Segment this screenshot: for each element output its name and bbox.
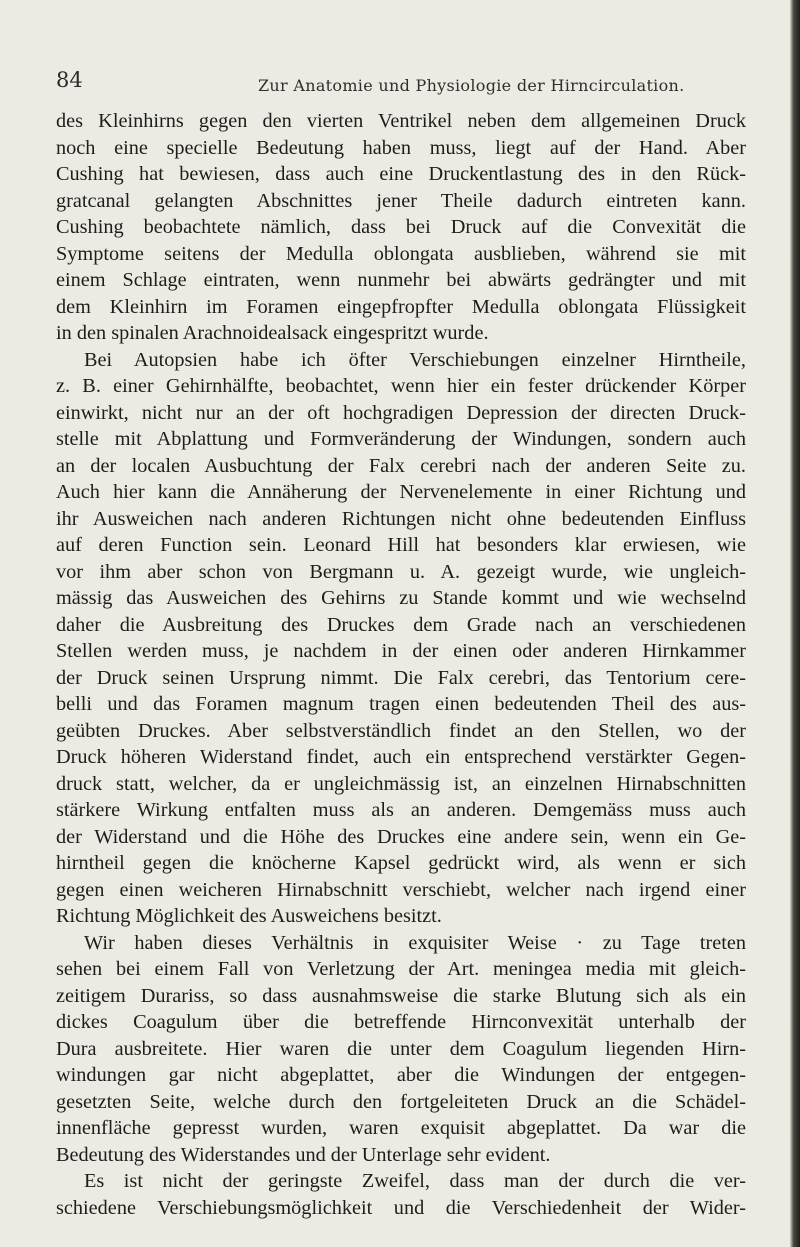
text-line: mässig das Ausweichen des Gehirns zu Stande kommt und wie wechselnd	[56, 587, 746, 609]
text-line: Es ist nicht der geringste Zweifel, dass man der durch die ver-	[84, 1170, 746, 1192]
text-line: Druck höheren Widerstand findet, auch ein entsprechend verstärkter Gegen-	[56, 746, 746, 768]
text-line: noch eine specielle Bedeutung haben muss, liegt auf der Hand. Aber	[56, 136, 746, 159]
paragraph-2	[56, 347, 746, 930]
text-line: des Kleinhirns gegen den vierten Ventrikel neben dem allgemeinen Druck	[56, 110, 746, 132]
text-line: der Widerstand und die Höhe des Druckes eine andere sein, wenn ein Ge-	[56, 825, 746, 848]
text-line: Auch hier kann die Annäherung der Nervenelemente in einer Richtung und	[56, 481, 746, 503]
body-text	[56, 108, 746, 1221]
text-line: ihr Ausweichen nach anderen Richtungen nicht ohne bedeutenden Einfluss	[56, 507, 746, 530]
text-line: Stellen werden muss, je nachdem in der einen oder anderen Hirnkammer	[56, 640, 746, 662]
page-number: 84	[56, 68, 83, 92]
text-line: Wir haben dieses Verhältnis in exquisiter Weise · zu Tage treten	[84, 931, 746, 954]
text-line: einwirkt, nicht nur an der oft hochgradigen Depression der directen Druck-	[56, 401, 746, 424]
text-line: Bei Autopsien habe ich öfter Verschiebungen einzelner Hirntheile,	[84, 348, 746, 371]
text-line: z. B. einer Gehirnhälfte, beobachtet, wenn hier ein fester drückender Körper	[56, 375, 746, 397]
text-line: einem Schlage eintraten, wenn nunmehr bei abwärts gedrängter und mit	[56, 269, 746, 291]
text-line: in den spinalen Arachnoidealsack eingespritzt wurde.	[56, 322, 489, 344]
text-line: Richtung Möglichkeit des Ausweichens besitzt.	[56, 905, 442, 927]
text-line: Dura ausbreitete. Hier waren die unter dem Coagulum liegenden Hirn-	[56, 1037, 746, 1060]
text-line: dickes Coagulum über die betreffende Hirnconvexität unterhalb der	[56, 1011, 746, 1033]
text-line: innenfläche gepresst wurden, waren exquisit abgeplattet. Da war die	[56, 1117, 746, 1139]
running-title: Zur Anatomie und Physiologie der Hirncirculation.	[258, 76, 685, 95]
text-line: gratcanal gelangten Abschnittes jener Theile dadurch eintreten kann.	[56, 189, 746, 212]
text-line: druck statt, welcher, da er ungleichmässig ist, an einzelnen Hirnabschnitten	[56, 772, 746, 795]
text-line: Bedeutung des Widerstandes und der Unterlage sehr evident.	[56, 1143, 551, 1166]
text-line: belli und das Foramen magnum tragen einen bedeutenden Theil des aus-	[56, 693, 746, 715]
page-edge-shadow	[790, 0, 800, 1247]
text-line: geübten Druckes. Aber selbstverständlich findet an den Stellen, wo der	[56, 719, 746, 742]
text-line: Cushing beobachtete nämlich, dass bei Druck auf die Convexität die	[56, 216, 746, 238]
text-line: zeitigem Durariss, so dass ausnahmsweise die starke Blutung sich als ein	[56, 984, 746, 1007]
text-line: Cushing hat bewiesen, dass auch eine Druckentlastung des in den Rück-	[56, 163, 746, 185]
text-line: schiedene Verschiebungsmöglichkeit und die Verschiedenheit der Wider-	[56, 1196, 746, 1219]
text-line: Symptome seitens der Medulla oblongata ausblieben, während sie mit	[56, 242, 746, 265]
text-line: der Druck seinen Ursprung nimmt. Die Falx cerebri, das Tentorium cere-	[56, 666, 746, 689]
page-header	[56, 68, 746, 98]
text-line: vor ihm aber schon von Bergmann u. A. gezeigt wurde, wie ungleich-	[56, 560, 746, 583]
paragraph-1	[56, 108, 746, 347]
text-line: stärkere Wirkung entfalten muss als an anderen. Demgemäss muss auch	[56, 799, 746, 821]
text-line: hirntheil gegen die knöcherne Kapsel gedrückt wird, als wenn er sich	[56, 852, 746, 874]
text-line: auf deren Function sein. Leonard Hill hat besonders klar erwiesen, wie	[56, 534, 746, 556]
text-line: daher die Ausbreitung des Druckes dem Grade nach an verschiedenen	[56, 613, 746, 636]
paragraph-3	[56, 930, 746, 1169]
paragraph-4	[56, 1168, 746, 1221]
text-line: an der localen Ausbuchtung der Falx cerebri nach der anderen Seite zu.	[56, 454, 746, 477]
text-line: dem Kleinhirn im Foramen eingepfropfter Medulla oblongata Flüssigkeit	[56, 295, 746, 318]
text-line: gegen einen weicheren Hirnabschnitt verschiebt, welcher nach irgend einer	[56, 878, 746, 901]
text-line: windungen gar nicht abgeplattet, aber die Windungen der entgegen-	[56, 1064, 746, 1086]
text-line: stelle mit Abplattung und Formveränderung der Windungen, sondern auch	[56, 428, 746, 450]
text-line: gesetzten Seite, welche durch den fortgeleiteten Druck an die Schädel-	[56, 1090, 746, 1113]
text-line: sehen bei einem Fall von Verletzung der Art. meningea media mit gleich-	[56, 958, 746, 980]
